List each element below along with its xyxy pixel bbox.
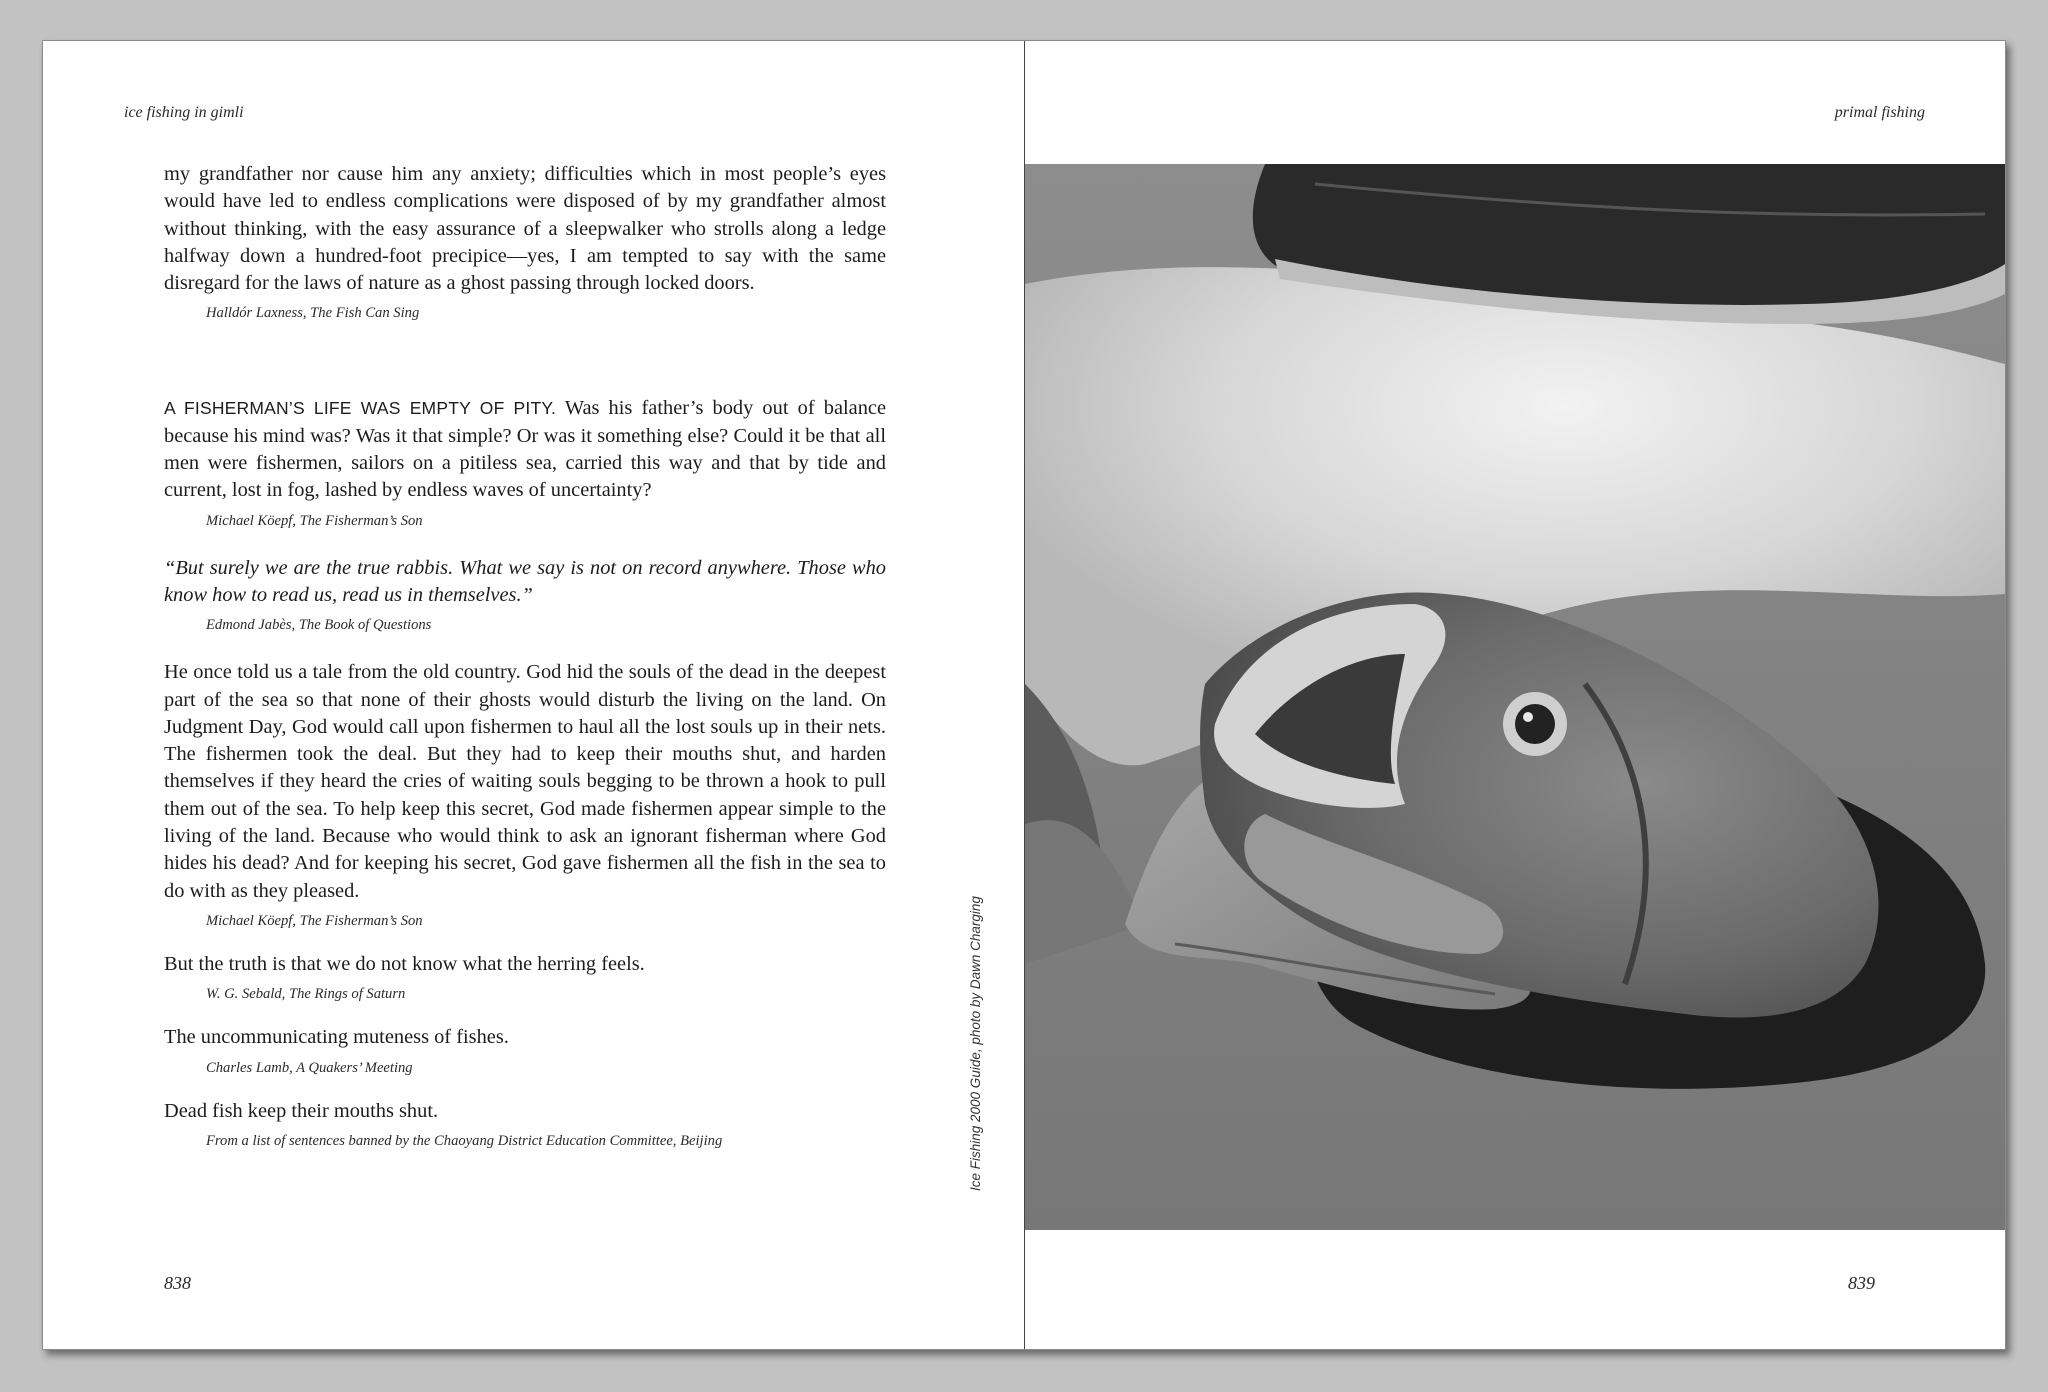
excerpt-jabes: “But surely we are the true rabbis. What we say is not on record anywhere. Those who know how to read us, read us in themselves.”	[164, 556, 886, 606]
spacer	[164, 531, 886, 555]
excerpt-sebald: But the truth is that we do not know what the herring feels.	[164, 952, 645, 975]
fish-photo-illustration	[1025, 164, 2005, 1230]
running-head-left: ice fishing in gimli	[124, 104, 244, 121]
right-page	[1025, 41, 2005, 1349]
folio-right: 839	[1848, 1273, 1875, 1293]
left-page	[43, 41, 1024, 1349]
lead-in-caps: A FISHERMAN’S LIFE WAS EMPTY OF PITY.	[164, 398, 557, 419]
citation-laxness: Halldór Laxness, The Fish Can Sing	[206, 305, 420, 322]
citation-koepf-1: Michael Köepf, The Fisherman’s Son	[206, 512, 423, 529]
citation-jabes: Edmond Jabès, The Book of Questions	[206, 617, 432, 634]
citation-banned: From a list of sentences banned by the Chaoyang District Education Committee, Beijing	[206, 1132, 723, 1149]
spacer	[164, 1078, 886, 1098]
spacer	[164, 635, 886, 659]
excerpt-banned: Dead fish keep their mouths shut.	[164, 1099, 439, 1122]
citation-koepf-2: Michael Köepf, The Fisherman’s Son	[206, 912, 423, 929]
spacer	[164, 931, 886, 951]
folio-left: 838	[164, 1273, 191, 1293]
excerpt-koepf-2: He once told us a tale from the old country. God hid the souls of the dead in the deepest part of the sea so that none of their ghosts would disturb the living on the land. On Judgment Day, God would call upon fishermen to haul all the lost souls up in their nets. The fishermen took the deal. But they had to keep their mouths shut, and harden themselves if they heard the cries of waiting souls begging to be thrown a hook to pull them out of the sea. To help keep this secret, God made fishermen appear simple to the living of the land. Because who would think to ask an ignorant fisherman where God hides his dead? And for keeping his secret, God gave fishermen all the fish in the sea to do with as they pleased.	[164, 661, 886, 902]
spacer	[164, 1004, 886, 1024]
fish-photo	[1025, 164, 2005, 1230]
left-text-block	[164, 161, 886, 1151]
excerpt-koepf-1-body: Was his father’s body out of balance because his mind was? Was it that simple? Or was it something else? Could it be that all men were fishermen, sailors on a pitiless sea, carried this way and that by tide and current, lost in fog, lashed by endless waves of uncertainty?	[164, 397, 887, 502]
citation-lamb: Charles Lamb, A Quakers’ Meeting	[206, 1059, 413, 1076]
citation-sebald: W. G. Sebald, The Rings of Saturn	[206, 986, 406, 1003]
running-head-right: primal fishing	[1834, 104, 1925, 121]
excerpt-laxness: my grandfather nor cause him any anxiety; difficulties which in most people’s eyes would have led to endless complications were disposed of by my grandfather almost without thinking, with the easy assurance of a sleepwalker who strolls along a ledge halfway down a hundred-foot precipice—yes, I am tempted to say with the same disregard for the laws of nature as a ghost passing through locked doors.	[164, 163, 886, 295]
excerpt-lamb: The uncommunicating muteness of fishes.	[164, 1026, 509, 1049]
book-spread	[42, 40, 2006, 1350]
photo-credit: Ice Fishing 2000 Guide, photo by Dawn Charging	[968, 896, 983, 1191]
spacer	[164, 323, 886, 395]
excerpt-koepf-1	[164, 395, 886, 504]
